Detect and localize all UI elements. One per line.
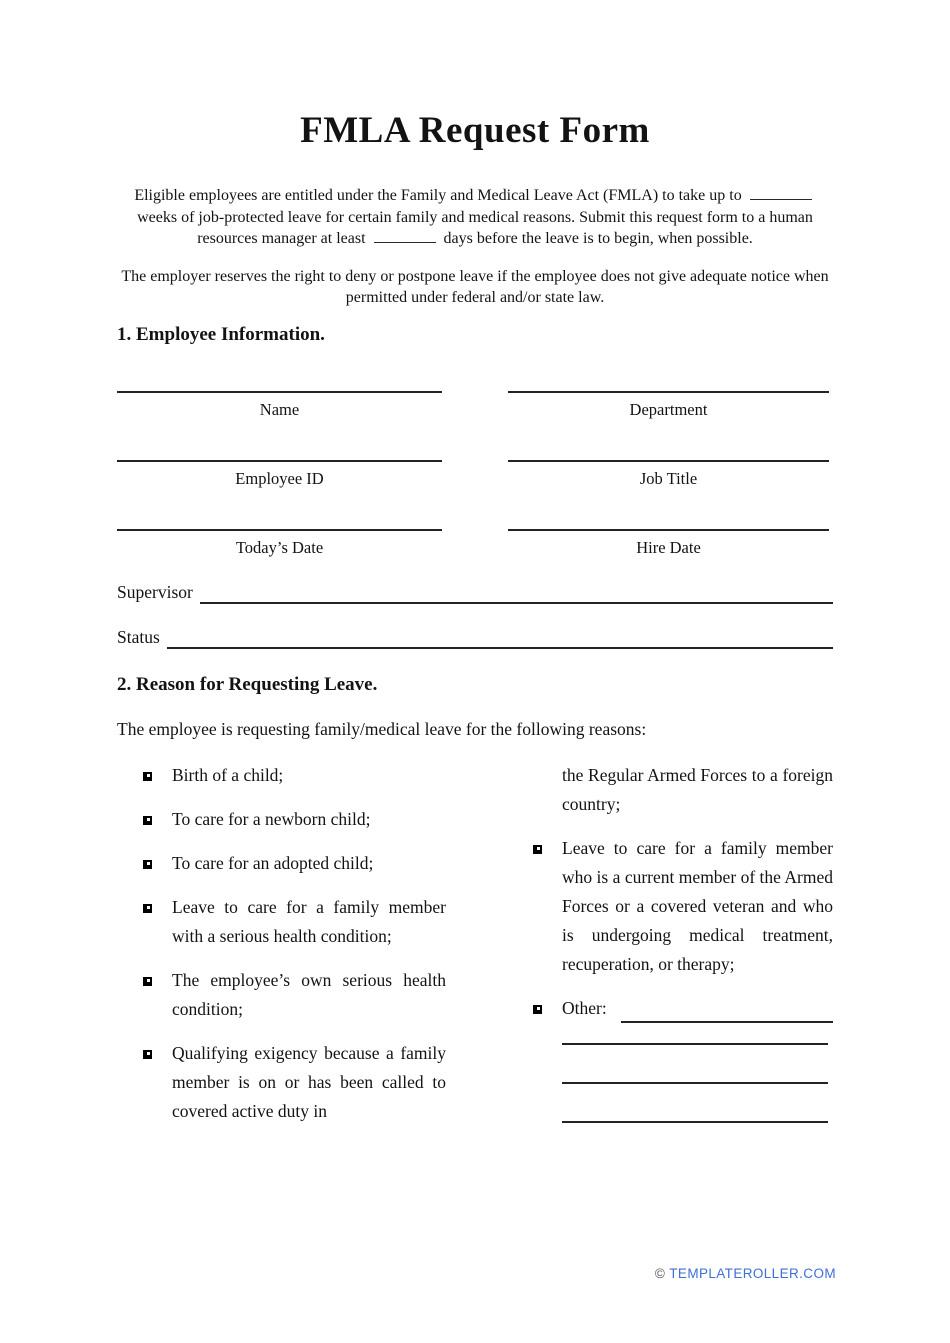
checkbox-icon[interactable] [143,860,152,869]
other-blank-line-1[interactable] [562,1043,828,1045]
other-label: Other: [562,997,607,1018]
reason-item-qualifying-exigency-continuation [533,761,833,819]
field-cell-hire-date [508,529,829,559]
status-label: Status [117,626,160,647]
footer [655,1266,836,1281]
intro-text-3: days before the leave is to begin, when possible. [443,230,753,247]
checkbox-icon[interactable] [143,816,152,825]
reasons-column-left [143,761,446,1126]
checkbox-icon[interactable] [533,1005,542,1014]
department-label: Department [629,399,708,419]
document-content [117,0,833,1126]
reason-label: To care for an adopted child; [172,852,374,873]
checkbox-icon[interactable] [143,1050,152,1059]
reasons-intro: The employee is requesting family/medical leave for the following reasons: [117,718,647,739]
intro-text-1: Eligible employees are entitled under the Family and Medical Leave Act (FMLA) to take up to [134,187,742,204]
name-label: Name [259,399,300,419]
reason-item-family-member-health [143,893,446,951]
reason-item-adopted [143,849,446,878]
weeks-blank-line[interactable] [750,187,812,200]
copyright-symbol: © [654,1266,666,1281]
reason-item-qualifying-exigency [143,1039,446,1126]
reason-label: Birth of a child; [172,764,284,785]
employee-id-label: Employee ID [235,468,324,488]
templateroller-link[interactable]: TEMPLATEROLLER.COM [669,1266,836,1281]
intro-text-2: weeks of job-protected leave for certain family and medical reasons. Submit this request form to a human resources manager at least [137,208,813,247]
reason-label: The employee’s own serious health condition; [172,969,446,1019]
reason-item-birth [143,761,446,790]
reason-item-other [533,994,833,1023]
section2-heading: 2. Reason for Requesting Leave. [117,673,378,695]
other-input-line[interactable] [621,999,833,1023]
field-cell-name [117,391,442,421]
reason-label: Leave to care for a family member with a serious health condition; [172,896,446,946]
checkbox-icon[interactable] [143,977,152,986]
reason-label: Leave to care for a family member who is a current member of the Armed Forces or a covered veteran and who is undergoing medical treatment, recuperation, or therapy; [562,837,833,974]
other-blank-line-3[interactable] [562,1121,828,1123]
reason-item-own-health [143,966,446,1024]
hire-date-label: Hire Date [636,537,701,557]
reason-label: To care for a newborn child; [172,808,371,829]
field-cell-department [508,391,829,421]
checkbox-icon[interactable] [533,845,542,854]
notice-paragraph: The employer reserves the right to deny or postpone leave if the employee does not give adequate notice when permitted under federal and/or state law. [121,267,829,306]
field-cell-job-title [508,460,829,490]
reasons-columns [117,761,833,1126]
reasons-column-right [533,761,833,1126]
todays-date-label: Today’s Date [235,537,324,557]
employee-info-grid [117,391,833,559]
status-input-line[interactable] [167,628,833,649]
reason-label-continuation: the Regular Armed Forces to a foreign country; [562,764,833,814]
checkbox-icon[interactable] [143,904,152,913]
other-blank-line-2[interactable] [562,1082,828,1084]
field-cell-employee-id [117,460,442,490]
supervisor-label: Supervisor [117,581,193,602]
reason-item-armed-forces-care [533,834,833,979]
intro-paragraph [117,185,833,250]
supervisor-row [117,581,833,604]
reason-label: Qualifying exigency because a family member is on or has been called to covered active duty in [172,1042,446,1121]
page-title: FMLA Request Form [300,110,650,151]
job-title-label: Job Title [639,468,698,488]
status-row [117,626,833,649]
field-cell-todays-date [117,529,442,559]
section1-heading: 1. Employee Information. [117,323,325,345]
supervisor-input-line[interactable] [200,583,833,604]
days-blank-line[interactable] [374,230,436,243]
checkbox-icon[interactable] [143,772,152,781]
reason-item-newborn [143,805,446,834]
